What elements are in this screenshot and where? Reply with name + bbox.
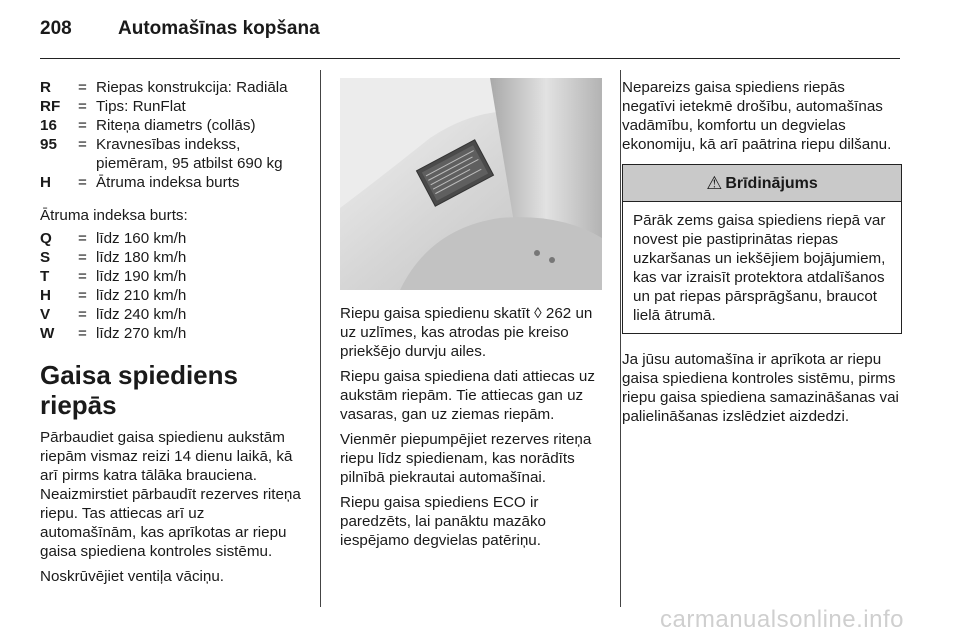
warning-title: Brīdinājums — [725, 174, 818, 192]
definition-value: līdz 240 km/h — [96, 306, 187, 323]
definition-key: 16 — [40, 117, 57, 134]
definition-row: V = līdz 240 km/h — [40, 305, 302, 324]
warning-box — [622, 164, 902, 334]
paragraph: Riepu gaisa spiedienu skatīt ◊ 262 un uz uzlīmes, kas atrodas pie kreiso priekšējo durvju ailes. — [340, 305, 593, 360]
paragraph: Nepareizs gaisa spiediens riepās negatīvi ietekmē drošību, automašīnas vadāmību, komfortu un degvielas ekonomiju, kā arī paātrina riepu dilšanu. — [622, 79, 892, 153]
definition-row: W = līdz 270 km/h — [40, 324, 302, 343]
definition-row: H = līdz 210 km/h — [40, 286, 302, 305]
definition-value: līdz 210 km/h — [96, 287, 187, 304]
section-title: Gaisa spiediens riepās — [40, 360, 238, 420]
paragraph: Ja jūsu automašīna ir aprīkota ar riepu gaisa spiediena kontroles sistēmu, pirms riepu gaisa spiediena samazināšanas vai palielināšanas izslēdziet aizdedzi. — [622, 351, 899, 425]
page-header — [40, 18, 900, 58]
definition-value: Ātruma indeksa burts — [96, 174, 240, 191]
definition-value: Tips: RunFlat — [96, 98, 186, 115]
paragraph: Noskrūvējiet ventiļa vāciņu. — [40, 568, 225, 585]
warning-triangle-icon: ⚠ — [706, 172, 723, 193]
warning-text: Pārāk zems gaisa spiediens riepā var novest pie pastiprinātas riepas uzkaršanas un iekšējiem bojājumiem, kas var izraisīt protektora atdalīšanos un pat riepas pārsprāgšanu, braucot lielā ātrumā. — [633, 212, 886, 324]
paragraph: Pārbaudiet gaisa spiedienu aukstām riepām vismaz reizi 14 dienu laikā, kā arī pirms katra tālāka brauciena. Neaizmirstiet pārbaudīt rezerves riteņa riepu. Tas attiecas arī uz automašīnām, kas aprīkotas ar riepu gaisa spiediena kontroles sistēmu. — [40, 429, 301, 560]
header-rule — [40, 58, 900, 59]
definition-row: RF = Tips: RunFlat — [40, 97, 302, 116]
definition-value: līdz 270 km/h — [96, 325, 187, 342]
column-divider — [320, 70, 321, 607]
definition-row: 16 = Riteņa diametrs (collās) — [40, 116, 302, 135]
speed-index-intro: Ātruma indeksa burts: — [40, 207, 188, 224]
definition-value: Kravnesības indekss, piemēram, 95 atbilst 690 kg — [96, 136, 283, 172]
definition-key: S — [40, 249, 51, 266]
definition-row: T = līdz 190 km/h — [40, 267, 302, 286]
definition-key: RF — [40, 98, 61, 115]
column-1 — [40, 78, 302, 592]
column-divider — [620, 70, 621, 607]
definition-value: līdz 160 km/h — [96, 230, 187, 247]
speed-code-list — [40, 229, 302, 343]
definition-key: H — [40, 174, 51, 191]
paragraph: Riepu gaisa spiediens ECO ir paredzēts, lai panāktu mazāko iespējamo degvielas patēriņu. — [340, 494, 546, 549]
warning-header — [623, 165, 901, 202]
definition-row: H = Ātruma indeksa burts — [40, 173, 302, 192]
definition-key: Q — [40, 230, 52, 247]
tyre-code-list — [40, 78, 302, 192]
definition-key: R — [40, 79, 51, 96]
definition-key: 95 — [40, 136, 57, 153]
definition-value: līdz 180 km/h — [96, 249, 187, 266]
paragraph: Vienmēr piepumpējiet rezerves riteņa riepu līdz spiedienam, kas norādīts pilnībā piekrautai automašīnai. — [340, 431, 592, 486]
definition-row: S = līdz 180 km/h — [40, 248, 302, 267]
page-number: 208 — [40, 18, 72, 39]
definition-key: V — [40, 306, 51, 323]
definition-row: R = Riepas konstrukcija: Radiāla — [40, 78, 302, 97]
definition-value: Riteņa diametrs (collās) — [96, 117, 256, 134]
definition-key: T — [40, 268, 50, 285]
definition-row: 95 = Kravnesības indekss, piemēram, 95 atbilst 690 kg — [40, 135, 302, 173]
watermark: carmanualsonline.info — [660, 606, 904, 633]
definition-key: W — [40, 325, 55, 342]
definition-key: H — [40, 287, 51, 304]
definition-row: Q = līdz 160 km/h — [40, 229, 302, 248]
paragraph: Riepu gaisa spiediena dati attiecas uz aukstām riepām. Tie attiecas gan uz vasaras, gan uz ziemas riepām. — [340, 368, 595, 423]
page-title: Automašīnas kopšana — [118, 18, 320, 39]
definition-value: līdz 190 km/h — [96, 268, 187, 285]
column-2 — [340, 78, 605, 556]
definition-value: Riepas konstrukcija: Radiāla — [96, 79, 288, 96]
column-3 — [622, 78, 902, 432]
door-pillar-label-photo — [340, 78, 602, 290]
